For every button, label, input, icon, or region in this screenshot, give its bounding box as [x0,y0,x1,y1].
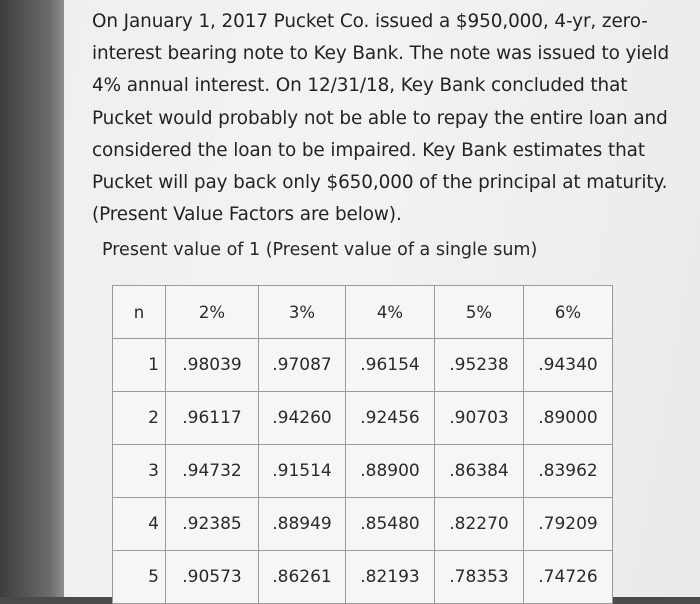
problem-line: 4% annual interest. On 12/31/18, Key Bank concluded that [92,75,628,97]
factor-cell: .83962 [524,445,613,498]
factor-cell: .82270 [435,498,524,551]
header-5pct: 5% [435,286,524,339]
header-n: n [113,286,166,339]
header-6pct: 6% [524,286,613,339]
factor-cell: .88900 [346,445,435,498]
factor-cell: .92385 [166,498,259,551]
problem-line: considered the loan to be impaired. Key Bank estimates that [92,139,645,161]
problem-statement [92,6,692,231]
factor-cell: .82193 [346,551,435,604]
table-row [113,445,613,498]
problem-line: interest bearing note to Key Bank. The note was issued to yield [92,43,670,65]
header-4pct: 4% [346,286,435,339]
factor-cell: .95238 [435,339,524,392]
factor-cell: .97087 [259,339,346,392]
problem-line: On January 1, 2017 Pucket Co. issued a $950,000, 4-yr, zero- [92,11,648,32]
table-header-row [113,286,613,339]
factor-cell: .89000 [524,392,613,445]
period-cell: 2 [113,392,166,445]
factor-cell: .90703 [435,392,524,445]
header-2pct: 2% [166,286,259,339]
factor-cell: .88949 [259,498,346,551]
factor-cell: .94340 [524,339,613,392]
header-3pct: 3% [259,286,346,339]
factor-cell: .86384 [435,445,524,498]
table-row [113,392,613,445]
document-page [64,0,700,597]
factor-cell: .98039 [166,339,259,392]
factor-cell: .94260 [259,392,346,445]
factor-cell: .90573 [166,551,259,604]
factor-cell: .96117 [166,392,259,445]
problem-line: Pucket would probably not be able to repay the entire loan and [92,107,668,129]
period-cell: 5 [113,551,166,604]
background-edge [0,0,70,597]
factor-cell: .91514 [259,445,346,498]
problem-line: (Present Value Factors are below). [92,204,402,226]
factor-cell: .78353 [435,551,524,604]
factor-cell: .79209 [524,498,613,551]
table-caption: Present value of 1 (Present value of a single sum) [102,240,538,260]
period-cell: 1 [113,339,166,392]
table-row [113,498,613,551]
factor-cell: .96154 [346,339,435,392]
period-cell: 4 [113,498,166,551]
factor-cell: .94732 [166,445,259,498]
problem-line: Pucket will pay back only $650,000 of the principal at maturity. [92,172,668,194]
table-row [113,551,613,604]
factor-cell: .92456 [346,392,435,445]
table-row [113,339,613,392]
period-cell: 3 [113,445,166,498]
factor-cell: .74726 [524,551,613,604]
factor-cell: .85480 [346,498,435,551]
present-value-table [112,285,613,604]
factor-cell: .86261 [259,551,346,604]
